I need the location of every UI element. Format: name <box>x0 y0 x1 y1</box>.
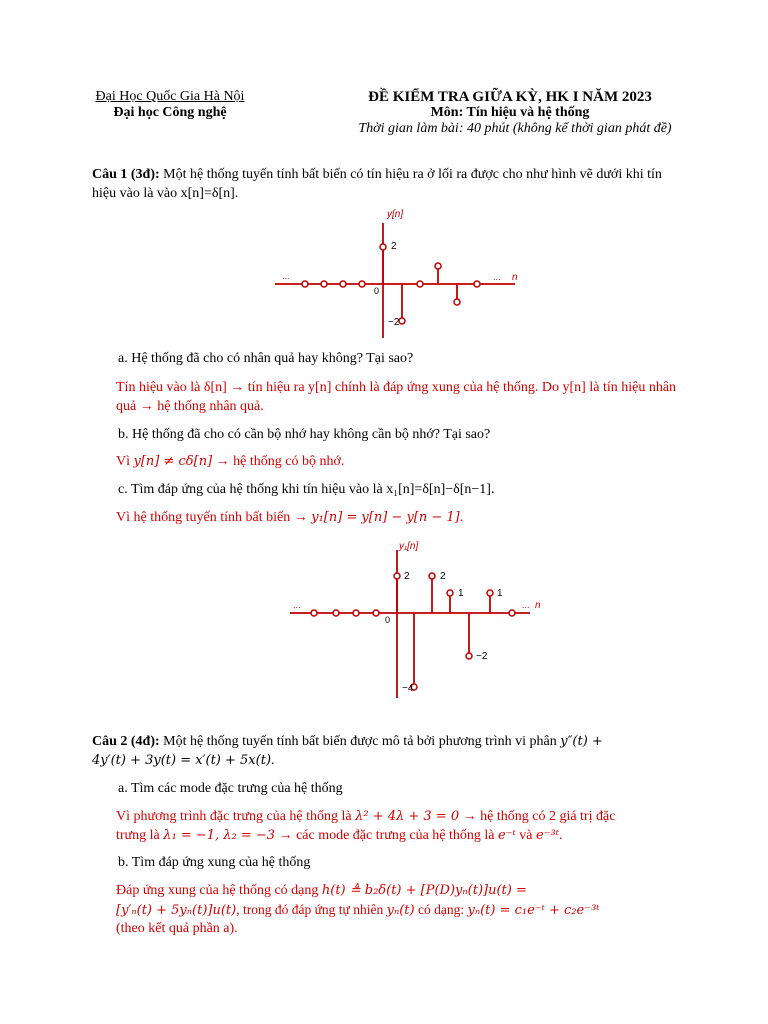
q2-label: Câu 2 (4đ): <box>92 734 160 749</box>
plot2-sample <box>311 610 317 616</box>
plot2-label-a: 2 <box>404 571 410 582</box>
q2b-question: b. Tìm đáp ứng xung của hệ thống <box>118 855 311 870</box>
q2a-ans2-m2: e⁻ᵗ <box>498 828 516 843</box>
plot1-dots-left: ... <box>282 271 290 281</box>
q2a-question: a. Tìm các mode đặc trưng của hệ thống <box>118 781 343 796</box>
plot2-sample <box>509 610 515 616</box>
q2a-ans1-pre: Vì phương trình đặc trưng của hệ thống là <box>116 809 356 824</box>
plot2-sample <box>487 590 493 596</box>
plot1-label-2: 2 <box>391 241 397 252</box>
plot-y <box>270 205 530 340</box>
plot2-sample <box>447 590 453 596</box>
q2a-answer-line2 <box>116 826 696 845</box>
q2b-ans2-m2: yₙ(t) <box>386 903 415 918</box>
plot2-label-e: −2 <box>476 651 488 662</box>
plot1-dots-right: ... <box>493 272 501 282</box>
q2a-answer-line1 <box>116 807 696 826</box>
plot2-sample <box>353 610 359 616</box>
q1b-ans-math: y[n] ≠ cδ[n] <box>133 454 213 469</box>
plot1-sample <box>380 244 386 250</box>
q2a-ans2-and: và <box>515 828 536 843</box>
q1a-answer: Tín hiệu vào là δ[n] → tín hiệu ra y[n] chính là đáp ứng xung của hệ thống. Do y[n] là tín hiệu nhân quả → hệ thống nhân quả. <box>116 380 677 414</box>
q2b-answer-line1 <box>116 881 696 900</box>
q1-text: Một hệ thống tuyến tính bất biến có tín hiệu ra ở lối ra được cho như hình vẽ dưới khi tín hiệu vào là vào x[n]=δ[n]. <box>92 167 662 201</box>
q2a-ans2-post: . <box>558 828 563 843</box>
q2b-ans1-pre: Đáp ứng xung của hệ thống có dạng <box>116 883 322 898</box>
college-name: Đại học Công nghệ <box>113 105 227 120</box>
plot1-origin: 0 <box>374 286 380 296</box>
q1b-answer <box>116 452 682 471</box>
q2b-ans2-mid: , trong đó đáp ứng tự nhiên <box>236 902 387 917</box>
plot1-xlabel: n <box>512 272 518 283</box>
q1c-ans-math: y₁[n] = y[n] − y[n − 1] <box>311 510 460 525</box>
university-name: Đại Học Quốc Gia Hà Nội <box>95 89 245 104</box>
q2a-ans2-m3: e⁻³ᵗ <box>536 828 559 843</box>
plot1-sample <box>417 281 423 287</box>
q2-eq2: 4y′(t) + 3y(t) = x′(t) + 5x(t) <box>92 753 272 768</box>
plot1-sample <box>359 281 365 287</box>
plot2-sample <box>333 610 339 616</box>
plot1-sample <box>474 281 480 287</box>
plot2-xlabel: n <box>535 600 541 611</box>
time-limit: Thời gian làm bài: 40 phút (không kể thời gian phát đề) <box>358 121 672 136</box>
q2b-ans2-m3: yₙ(t) = c₁e⁻ᵗ + c₂e⁻³ᵗ <box>467 903 600 918</box>
plot2-dots-left: ... <box>293 600 301 610</box>
subject: Môn: Tín hiệu và hệ thống <box>430 105 590 120</box>
q1b-ans-post: → hệ thống có bộ nhớ. <box>212 454 345 469</box>
q2-eq1: y″(t) + <box>560 734 603 749</box>
plot2-sample <box>373 610 379 616</box>
q1b-ans-pre: Vì <box>116 454 134 469</box>
q2-statement-line2 <box>92 751 692 770</box>
plot1-sample <box>399 318 405 324</box>
q2-text: Một hệ thống tuyến tính bất biến được mô tả bởi phương trình vi phân <box>159 734 561 749</box>
plot2-label-c: 1 <box>458 588 464 599</box>
plot2-sample <box>394 573 400 579</box>
plot2-sample <box>466 653 472 659</box>
q1c-ans-pre: Vì hệ thống tuyến tính bất biến → <box>116 510 312 525</box>
q1-label: Câu 1 (3đ): <box>92 167 160 182</box>
q2a-ans2-math: λ₁ = −1, λ₂ = −3 <box>163 828 276 843</box>
q1c-answer <box>116 508 682 527</box>
plot1-label-neg2: −2 <box>388 317 400 328</box>
plot1-sample <box>435 263 441 269</box>
plot2-ylabel: y₁[n] <box>399 541 419 552</box>
plot2-sample <box>429 573 435 579</box>
q2b-ans2-mid2: có dạng: <box>414 902 468 917</box>
q1-statement <box>92 165 688 203</box>
q2a-ans1-post: → hệ thống có 2 giá trị đặc <box>459 809 616 824</box>
q2b-ans1-math: h(t) ≜ b₂δ(t) + [P(D)yₙ(t)]u(t) = <box>321 883 527 898</box>
exam-title: ĐỀ KIỂM TRA GIỮA KỲ, HK I NĂM 2023 <box>368 89 652 105</box>
plot2-label-d: 1 <box>497 588 503 599</box>
q1c-question: c. Tìm đáp ứng của hệ thống khi tín hiệu vào là x₁[n]=δ[n]−δ[n−1]. <box>118 482 495 497</box>
q1b-question: b. Hệ thống đã cho có cần bộ nhớ hay không cần bộ nhớ? Tại sao? <box>118 427 491 442</box>
q2b-ans2-math: [y′ₙ(t) + 5yₙ(t)]u(t) <box>116 903 237 918</box>
plot1-ylabel: y[n] <box>387 209 404 220</box>
plot2-dots-right: ... <box>522 600 530 610</box>
plot2-label-b: 2 <box>440 571 446 582</box>
plot-y1 <box>285 535 545 700</box>
q2-eq2-post: . <box>271 753 275 768</box>
plot1-sample <box>302 281 308 287</box>
plot2-label-f: −4 <box>402 683 414 694</box>
plot1-sample <box>321 281 327 287</box>
q2a-ans2-pre: trưng là <box>116 828 164 843</box>
plot1-sample <box>340 281 346 287</box>
q2a-ans1-math: λ² + 4λ + 3 = 0 <box>355 809 460 824</box>
q2-statement-line1 <box>92 732 692 751</box>
q2b-answer-line3: (theo kết quả phần a). <box>116 921 238 936</box>
q1a-question: a. Hệ thống đã cho có nhân quả hay không? Tại sao? <box>118 351 414 366</box>
q2b-answer-line2 <box>116 900 706 920</box>
plot1-sample <box>454 299 460 305</box>
q1c-ans-post: . <box>459 510 464 525</box>
q2a-ans2-mid: → các mode đặc trưng của hệ thống là <box>275 828 499 843</box>
plot2-origin: 0 <box>385 615 391 625</box>
